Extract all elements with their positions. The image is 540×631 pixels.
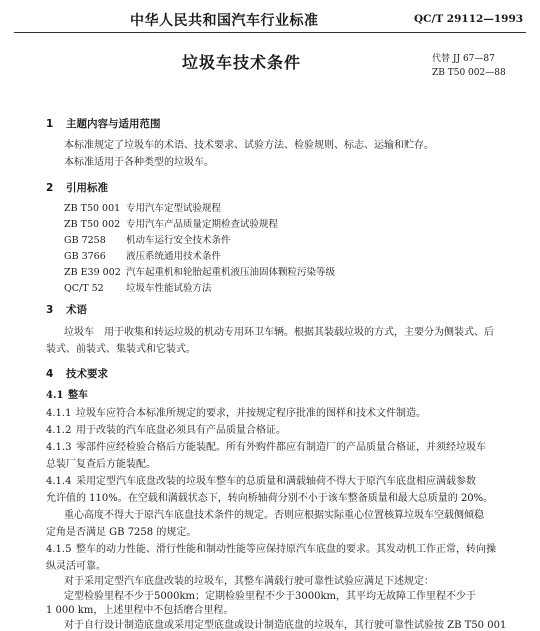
section-title: 主题内容与适用范围 bbox=[66, 118, 161, 130]
clause-text: 采用定型汽车底盘改装的垃圾车整车的总质量和满载轴荷不得大于原汽车底盘相应满载参数 bbox=[76, 476, 476, 487]
clause-cont: 允许值的 110%。在空载和满载状态下，转向桥轴荷分别不小于该车整备质量和最大总质量的 20%。 bbox=[46, 493, 494, 504]
reference-code: ZB E39 002 bbox=[64, 267, 121, 278]
clause-number: 4.1.2 bbox=[46, 425, 72, 436]
reference-code: QC/T 52 bbox=[64, 283, 104, 294]
section-title: 术语 bbox=[66, 304, 87, 316]
subsection-title: 整车 bbox=[68, 390, 88, 401]
reference-title: 专用汽车产品质量定期检查试验规程 bbox=[126, 219, 279, 230]
standard-code: QC/T 29112—1993 bbox=[414, 13, 524, 25]
clause bbox=[46, 540, 496, 555]
replaces-block bbox=[432, 52, 506, 80]
clause-cont: 纵灵活可靠。 bbox=[46, 561, 106, 572]
clause-number: 4.1.4 bbox=[46, 476, 72, 487]
clause-text: 对于采用定型汽车底盘改装的垃圾车，其整车满载行驶可靠性试验应满足下述规定： bbox=[64, 576, 434, 587]
section-heading bbox=[46, 116, 161, 131]
replaces-line: 代替 JJ 67—87 bbox=[432, 54, 495, 64]
clause-text: 整车的动力性能、滑行性能和制动性能等应保持原汽车底盘的要求。其发动机工作正常，转向操 bbox=[76, 544, 496, 555]
clause bbox=[46, 404, 426, 419]
section-number: 3 bbox=[46, 304, 54, 316]
subsection-number: 4.1 bbox=[46, 390, 64, 401]
standard-name: 中华人民共和国汽车行业标准 bbox=[130, 13, 319, 29]
clause bbox=[46, 472, 476, 487]
reference-code: ZB T50 002 bbox=[64, 219, 121, 230]
reference-item bbox=[64, 200, 221, 214]
section-number: 1 bbox=[46, 118, 54, 130]
reference-title: 机动车运行安全技术条件 bbox=[126, 235, 231, 246]
replaces-line: ZB T50 002—88 bbox=[432, 68, 506, 78]
section-heading bbox=[46, 366, 108, 381]
clause-text: 定型检验里程不少于5000km；定期检验里程不少于3000km，其平均无故障工作里程不少于 bbox=[64, 591, 476, 602]
reference-code: GB 7258 bbox=[64, 235, 106, 246]
reference-code: ZB T50 001 bbox=[64, 203, 121, 214]
clause-text: 用于改装的汽车底盘必须具有产品质量合格证。 bbox=[76, 425, 286, 436]
section-number: 2 bbox=[46, 182, 54, 194]
reference-title: 液压系统通用技术条件 bbox=[126, 251, 222, 262]
reference-item bbox=[64, 264, 335, 278]
reference-title: 专用汽车定型试验规程 bbox=[126, 203, 222, 214]
reference-item bbox=[64, 248, 221, 262]
term-definition: 垃圾车 用于收集和转运垃圾的机动专用环卫车辆。根据其装载垃圾的方式，主要分为侧装式、后 bbox=[64, 327, 494, 338]
clause-number: 4.1.1 bbox=[46, 408, 72, 419]
section-number: 4 bbox=[46, 368, 54, 380]
subsection-heading bbox=[46, 386, 88, 401]
reference-item bbox=[64, 232, 231, 246]
reference-item bbox=[64, 280, 212, 294]
clause-cont: 定角是否满足 GB 7258 的规定。 bbox=[46, 527, 197, 538]
section-heading bbox=[46, 302, 87, 317]
clause bbox=[46, 421, 286, 436]
reference-title: 汽车起重机和轮胎起重机液压油固体颗粒污染等级 bbox=[126, 267, 336, 278]
paragraph: 本标准适用于各种类型的垃圾车。 bbox=[64, 157, 214, 168]
section-heading bbox=[46, 180, 108, 195]
clause-cont: 总装厂复查后方能装配。 bbox=[46, 459, 156, 470]
clause-number: 4.1.3 bbox=[46, 442, 72, 453]
reference-item bbox=[64, 216, 278, 230]
clause-text: 零部件应经检验合格后方能装配。所有外购件都应有制造厂的产品质量合格证，并须经垃圾车 bbox=[76, 442, 486, 453]
clause-number: 4.1.5 bbox=[46, 544, 72, 555]
reference-code: GB 3766 bbox=[64, 251, 106, 262]
section-title: 引用标准 bbox=[66, 182, 108, 194]
clause-text: 对于自行设计制造底盘或采用定型底盘或设计制造底盘的垃圾车，其行驶可靠性试验按 ZB T50 001 bbox=[64, 620, 507, 631]
clause-text: 垃圾车应符合本标准所规定的要求，并按规定程序批准的图样和技术文件制造。 bbox=[76, 408, 426, 419]
clause bbox=[46, 438, 486, 453]
section-title: 技术要求 bbox=[66, 368, 108, 380]
clause-text: 重心高度不得大于原汽车底盘技术条件的规定。否则应根据实际重心位置核算垃圾车空载侧倾稳 bbox=[64, 510, 484, 521]
term-definition-cont: 装式、前装式、集装式和它装式。 bbox=[46, 344, 196, 355]
document-title: 垃圾车技术条件 bbox=[182, 53, 302, 72]
clause-cont: 1 000 km，上述里程中不包括磨合里程。 bbox=[46, 605, 234, 616]
paragraph: 本标准规定了垃圾车的术语、技术要求、试验方法、检验规则、标志、运输和贮存。 bbox=[64, 140, 434, 151]
header-divider bbox=[14, 32, 526, 33]
reference-title: 垃圾车性能试验方法 bbox=[126, 283, 212, 294]
